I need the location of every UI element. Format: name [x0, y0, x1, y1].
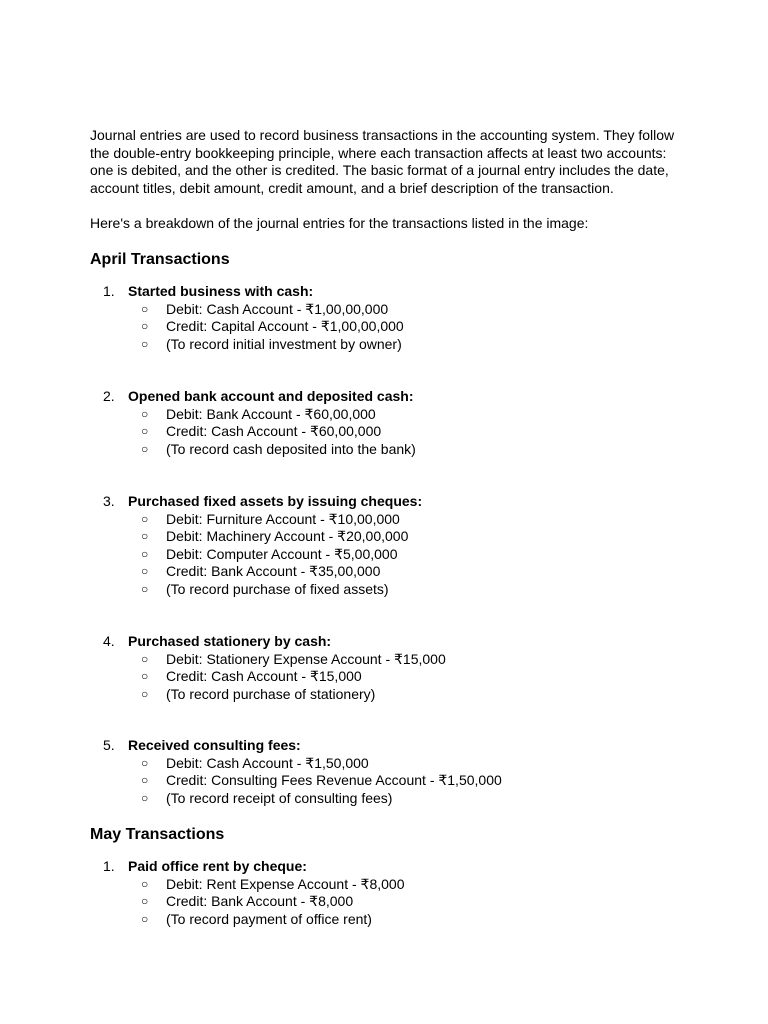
entry-line: Credit: Bank Account - ₹8,000	[166, 893, 354, 909]
item-title: Received consulting fees:	[128, 737, 301, 753]
bullet-icon: ○	[141, 424, 149, 438]
entry-line: Debit: Stationery Expense Account - ₹15,000	[166, 650, 446, 667]
item-number: 3.	[103, 493, 115, 509]
entry-line: Debit: Bank Account - ₹60,00,000	[166, 405, 376, 422]
bullet-icon: ○	[141, 319, 149, 333]
sub-item	[0, 528, 768, 546]
entry-line: (To record payment of office rent)	[166, 910, 372, 927]
bullet-icon: ○	[141, 755, 149, 770]
sub-item	[0, 301, 768, 319]
entry-line: Debit: Cash Account - ₹1,50,000	[166, 754, 369, 771]
entry-line: Credit: Cash Account - ₹60,00,000	[166, 423, 382, 439]
entry-line: Credit: Consulting Fees Revenue Account - ₹1,50,000	[166, 772, 502, 788]
bullet-icon: ○	[141, 669, 149, 683]
bullet-icon: ○	[141, 773, 149, 787]
entry-line: Credit: Cash Account - ₹15,000	[166, 668, 362, 684]
bullet-icon: ○	[141, 301, 149, 316]
item-number: 1.	[103, 283, 115, 299]
entry-line: Debit: Computer Account - ₹5,00,000	[166, 545, 398, 562]
entry-line: (To record purchase of stationery)	[166, 685, 376, 702]
sub-item	[0, 911, 768, 929]
entry-line: Debit: Rent Expense Account - ₹8,000	[166, 875, 405, 892]
item-number: 4.	[103, 633, 115, 649]
item-number: 5.	[103, 737, 115, 753]
entry-line: Debit: Machinery Account - ₹20,00,000	[166, 528, 409, 544]
bullet-icon: ○	[141, 686, 149, 701]
lead-paragraph: Here's a breakdown of the journal entries for the transactions listed in the image:	[90, 215, 589, 231]
sub-item	[0, 406, 768, 424]
bullet-icon: ○	[141, 581, 149, 596]
sub-item	[0, 441, 768, 459]
sub-item	[0, 336, 768, 354]
sub-item	[0, 318, 768, 336]
bullet-icon: ○	[141, 546, 149, 561]
bullet-icon: ○	[141, 651, 149, 666]
entry-line: (To record receipt of consulting fees)	[166, 789, 393, 806]
entry-line: Credit: Bank Account - ₹35,00,000	[166, 563, 381, 579]
item-title: Paid office rent by cheque:	[128, 858, 307, 874]
entry-line: (To record initial investment by owner)	[166, 335, 402, 352]
sub-item	[0, 893, 768, 911]
sub-item	[0, 668, 768, 686]
bullet-icon: ○	[141, 336, 149, 351]
bullet-icon: ○	[141, 894, 149, 908]
sub-item	[0, 511, 768, 529]
sub-item	[0, 876, 768, 894]
bullet-icon: ○	[141, 511, 149, 526]
entry-line: Credit: Capital Account - ₹1,00,00,000	[166, 318, 404, 334]
sub-item	[0, 581, 768, 599]
item-title: Purchased fixed assets by issuing cheques:	[128, 493, 423, 509]
sub-item	[0, 755, 768, 773]
bullet-icon: ○	[141, 790, 149, 805]
sub-item	[0, 546, 768, 564]
bullet-icon: ○	[141, 406, 149, 421]
entry-line: (To record cash deposited into the bank)	[166, 440, 416, 457]
item-number: 1.	[103, 858, 115, 874]
bullet-icon: ○	[141, 441, 149, 456]
sub-item	[0, 563, 768, 581]
item-title: Started business with cash:	[128, 283, 314, 299]
intro-paragraph: Journal entries are used to record business transactions in the accounting system. They follow the double-entry bookkeeping principle, where each transaction affects at least two accounts: one is debited, and the other is credited. The basic format of a journal entry includes the date, account titles, debit amount, credit amount, and a brief description of the transaction.	[90, 127, 675, 196]
entry-line: (To record purchase of fixed assets)	[166, 580, 389, 597]
bullet-icon: ○	[141, 911, 149, 926]
item-number: 2.	[103, 388, 115, 404]
sub-item	[0, 772, 768, 790]
bullet-icon: ○	[141, 529, 149, 543]
entry-line: Debit: Furniture Account - ₹10,00,000	[166, 510, 400, 527]
sub-item	[0, 651, 768, 669]
april-heading: April Transactions	[90, 251, 230, 268]
bullet-icon: ○	[141, 876, 149, 891]
entry-line: Debit: Cash Account - ₹1,00,00,000	[166, 300, 389, 317]
may-heading: May Transactions	[90, 826, 225, 843]
sub-item	[0, 790, 768, 808]
sub-item	[0, 686, 768, 704]
item-title: Opened bank account and deposited cash:	[128, 388, 414, 404]
sub-item	[0, 423, 768, 441]
bullet-icon: ○	[141, 564, 149, 578]
item-title: Purchased stationery by cash:	[128, 633, 332, 649]
